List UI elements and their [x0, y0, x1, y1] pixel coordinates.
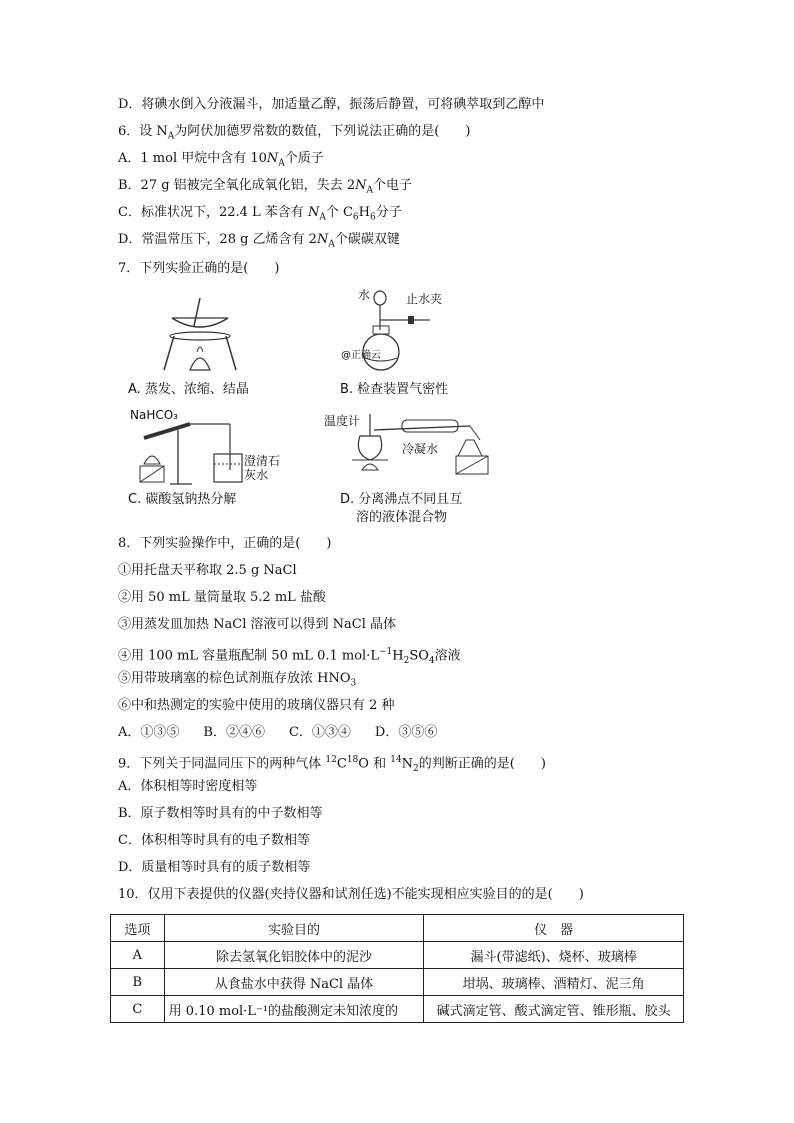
label-condenser-water: 冷凝水: [402, 442, 439, 456]
q9-option-a: A．体积相等时密度相等: [118, 779, 258, 794]
label-thermometer: 温度计: [324, 414, 361, 428]
q10-table: [110, 914, 684, 1023]
label-watermark: @正确云: [341, 350, 381, 361]
q8-item-5: ⑤用带玻璃塞的棕色试剂瓶存放浓 $HNO_3$: [118, 671, 357, 689]
figure-a-evaporation: [150, 296, 250, 376]
q10-stem: 10．仅用下表提供的仪器(夹持仪器和试剂任选)不能实现相应实验目的的是( ): [118, 887, 584, 902]
table-cell: C: [111, 996, 165, 1023]
q7-stem: 7．下列实验正确的是( ): [118, 261, 280, 276]
q6-option-d: D．常温常压下，28 g 乙烯含有 $2N_A$个碳碳双键: [118, 232, 400, 250]
q8-item-3: ③用蒸发皿加热 NaCl 溶液可以得到 NaCl 晶体: [118, 617, 396, 632]
q6-option-c: C．标准状况下，22.4 L 苯含有 $N_A$个 $C_6H_6$分子: [118, 205, 402, 223]
table-header-row: [111, 915, 684, 942]
label-nahco3: NaHCO₃: [130, 408, 178, 422]
table-header-cell: 选项: [111, 915, 165, 942]
label-limewater-2: 灰水: [244, 468, 269, 482]
table-row: [111, 942, 684, 969]
table-header-cell: 仪 器: [424, 915, 684, 942]
q8-stem: 8．下列实验操作中，正确的是( ): [118, 536, 332, 551]
q9-option-d: D．质量相等时具有的质子数相等: [118, 860, 311, 875]
q8-item-1: ①用托盘天平称取 2.5 g NaCl: [118, 563, 297, 578]
table-row: [111, 996, 684, 1023]
table-cell: A: [111, 942, 165, 969]
figure-d-caption-2: 溶的液体混合物: [356, 510, 448, 525]
table-cell: 碱式滴定管、酸式滴定管、锥形瓶、胶头: [424, 996, 684, 1023]
label-clamp: 止水夹: [406, 292, 443, 306]
table-header-cell: 实验目的: [164, 915, 424, 942]
table-cell: 漏斗(带滤纸)、烧杯、玻璃棒: [424, 942, 684, 969]
label-limewater-1: 澄清石: [244, 454, 281, 468]
q8-options: A．①③⑤ B．②④⑥ C．①③④ D．③⑤⑥: [118, 725, 438, 740]
table-row: [111, 969, 684, 996]
table-cell: B: [111, 969, 165, 996]
q8-item-6: ⑥中和热测定的实验中使用的玻璃仪器只有 2 种: [118, 698, 395, 713]
figure-c-decomposition: [130, 420, 260, 490]
q6-option-b: B．27 g 铝被完全氧化成氧化铝，失去 $2N_A$个电子: [118, 178, 412, 196]
q9-option-b: B．原子数相等时具有的中子数相等: [118, 806, 323, 821]
q8-item-4: ④用 100 mL 容量瓶配制 50 mL 0.1 $mol\cdot L^{-1}H_2SO_4$溶液: [118, 647, 461, 666]
figure-b-caption: B. 检查装置气密性: [340, 382, 449, 397]
q5-option-d: D．将碘水倒入分液漏斗，加适量乙醇，振荡后静置，可将碘萃取到乙醇中: [118, 97, 545, 112]
table-cell: 坩埚、玻璃棒、酒精灯、泥三角: [424, 969, 684, 996]
q6-stem: 6．设 $N_A$为阿伏加德罗常数的数值，下列说法正确的是( ): [118, 124, 471, 142]
table-cell: 除去氢氧化铝胶体中的泥沙: [164, 942, 424, 969]
table-cell: 用 0.10 mol·L⁻¹的盐酸测定未知浓度的: [164, 996, 424, 1023]
q9-stem: 9．下列关于同温同压下的两种气体 $^{12}C^{18}O$ 和 $^{14}N_2$的判断正确的是( ): [118, 755, 546, 774]
q9-option-c: C．体积相等时具有的电子数相等: [118, 833, 310, 848]
figure-c-caption: C. 碳酸氢钠热分解: [128, 492, 237, 507]
q6-option-a: A．1 mol 甲烷中含有 $10N_A$个质子: [118, 151, 324, 169]
q8-item-2: ②用 50 mL 量筒量取 5.2 mL 盐酸: [118, 590, 326, 605]
table-cell: 从食盐水中获得 NaCl 晶体: [164, 969, 424, 996]
figure-a-caption: A. 蒸发、浓缩、结晶: [128, 382, 249, 397]
label-water: 水: [358, 288, 371, 302]
figure-d-caption-1: D. 分离沸点不同且互: [340, 492, 463, 507]
